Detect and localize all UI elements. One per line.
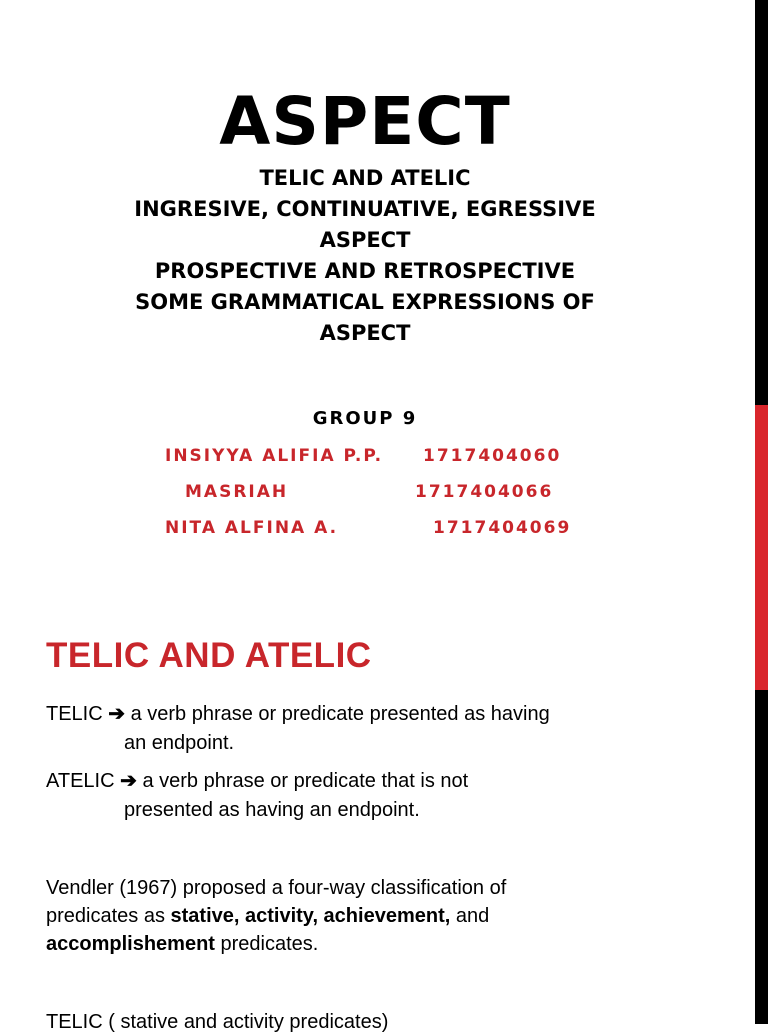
slide-subtitle xyxy=(0,163,730,349)
vendler-text: and xyxy=(450,905,490,927)
vendler-line xyxy=(46,902,506,930)
member-id: 1717404066 xyxy=(415,482,554,502)
vendler-text: predicates as xyxy=(46,905,171,927)
atelic-definition xyxy=(46,767,468,795)
vendler-bold: stative, activity, achievement, xyxy=(170,905,451,927)
arrow-icon: ➔ xyxy=(108,703,126,725)
telic-definition-cont: an endpoint. xyxy=(124,732,235,754)
arrow-icon: ➔ xyxy=(120,770,137,792)
subtitle-line: ASPECT xyxy=(319,321,411,345)
atelic-text: a verb phrase or predicate that is not xyxy=(142,770,469,792)
content-slide xyxy=(0,600,755,1033)
slide-title: ASPECT xyxy=(219,83,511,160)
group-label: GROUP 9 xyxy=(312,408,418,429)
member-name: INSIYYA ALIFIA P.P. xyxy=(165,446,384,466)
vendler-paragraph xyxy=(46,874,506,958)
section-heading: TELIC AND ATELIC xyxy=(46,636,372,675)
vendler-text: predicates. xyxy=(214,933,319,955)
subtitle-line: TELIC AND ATELIC xyxy=(259,166,471,190)
subtitle-line: ASPECT xyxy=(319,228,411,252)
subtitle-line: SOME GRAMMATICAL EXPRESSIONS OF xyxy=(135,290,595,314)
member-name: MASRIAH xyxy=(185,482,289,502)
member-id: 1717404060 xyxy=(423,446,562,466)
member-name: NITA ALFINA A. xyxy=(165,518,339,538)
telic-term: TELIC xyxy=(46,703,103,725)
telic-partial-line: TELIC ( stative and activity predicates) xyxy=(46,1011,389,1033)
group-block xyxy=(0,406,730,432)
vendler-line xyxy=(46,930,506,958)
subtitle-line: PROSPECTIVE AND RETROSPECTIVE xyxy=(154,259,576,283)
atelic-definition-cont: presented as having an endpoint. xyxy=(124,799,420,821)
telic-definition xyxy=(46,700,550,728)
vendler-line: Vendler (1967) proposed a four-way classification of xyxy=(46,877,507,899)
member-id: 1717404069 xyxy=(433,518,572,538)
vendler-bold: accomplishement xyxy=(46,933,215,955)
subtitle-line: INGRESIVE, CONTINUATIVE, EGRESSIVE xyxy=(134,197,596,221)
atelic-term: ATELIC xyxy=(46,770,115,792)
sidebar-accent-bar xyxy=(755,405,768,690)
telic-text: a verb phrase or predicate presented as having xyxy=(130,703,550,725)
slide-sidebar xyxy=(755,0,768,1024)
